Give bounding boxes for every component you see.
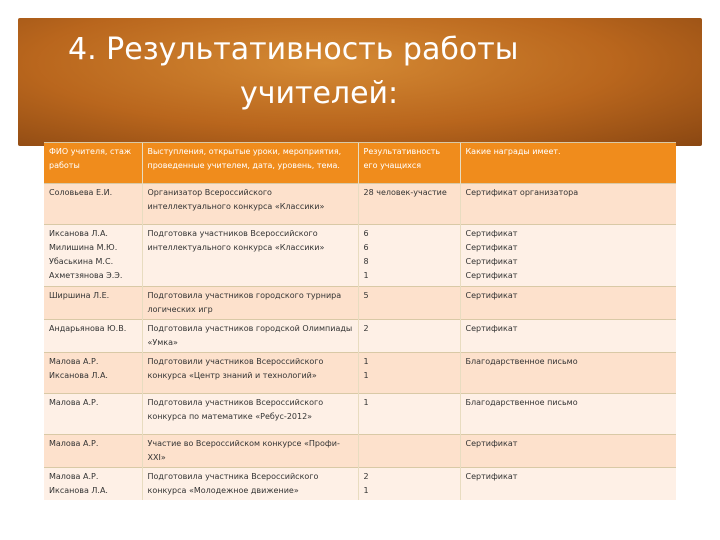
table-row [44,468,676,501]
results-table [44,142,676,500]
slide-title-line-2: учителей: [240,76,399,111]
cell-result: 2 [358,320,460,353]
cell-award: Благодарственное письмо [460,353,676,394]
cell-activity: Организатор Всероссийского интеллектуального конкурса «Классики» [142,184,358,225]
cell-teacher: Малова А.Р. Иксанова Л.А. [44,468,142,501]
cell-teacher: Ширшина Л.Е. [44,287,142,320]
cell-award: Сертификат [460,287,676,320]
slide-title-line-1: 4. Результативность работы [68,32,519,67]
cell-award: Сертификат Сертификат Сертификат Сертификат [460,225,676,287]
header-activities: Выступления, открытые уроки, мероприятия, проведенные учителем, дата, уровень, тема. [142,143,358,184]
cell-activity: Участие во Всероссийском конкурсе «Профи-XXI» [142,435,358,468]
cell-award: Сертификат организатора [460,184,676,225]
cell-result: 6 6 8 1 [358,225,460,287]
cell-activity: Подготовила участников городской Олимпиады «Умка» [142,320,358,353]
cell-award: Благодарственное письмо [460,394,676,435]
cell-award: Сертификат [460,468,676,501]
cell-teacher: Иксанова Л.А. Милишина М.Ю. Убаськина М.С. Ахметзянова Э.Э. [44,225,142,287]
table-row [44,435,676,468]
cell-result: 1 [358,394,460,435]
cell-result: 28 человек-участие [358,184,460,225]
table-row [44,353,676,394]
table-row [44,287,676,320]
cell-award: Сертификат [460,320,676,353]
header-teacher: ФИО учителя, стаж работы [44,143,142,184]
cell-activity: Подготовка участников Всероссийского интеллектуального конкурса «Классики» [142,225,358,287]
table-header-row [44,143,676,184]
header-awards: Какие награды имеет. [460,143,676,184]
cell-activity: Подготовила участников Всероссийского конкурса по математике «Ребус-2012» [142,394,358,435]
cell-teacher: Малова А.Р. [44,394,142,435]
cell-activity: Подготовила участников городского турнира логических игр [142,287,358,320]
cell-teacher: Малова А.Р. [44,435,142,468]
cell-teacher: Соловьева Е.И. [44,184,142,225]
table-row [44,394,676,435]
cell-result: 1 1 [358,353,460,394]
cell-award: Сертификат [460,435,676,468]
table-row [44,184,676,225]
cell-activity: Подготовили участников Всероссийского конкурса «Центр знаний и технологий» [142,353,358,394]
table-row [44,320,676,353]
header-results: Результативность его учащихся [358,143,460,184]
cell-activity: Подготовила участника Всероссийского конкурса «Молодежное движение» [142,468,358,501]
cell-result: 5 [358,287,460,320]
table-row [44,225,676,287]
cell-teacher: Малова А.Р. Иксанова Л.А. [44,353,142,394]
slide-title [18,28,702,116]
cell-result [358,435,460,468]
cell-teacher: Андарьянова Ю.В. [44,320,142,353]
cell-result: 2 1 [358,468,460,501]
